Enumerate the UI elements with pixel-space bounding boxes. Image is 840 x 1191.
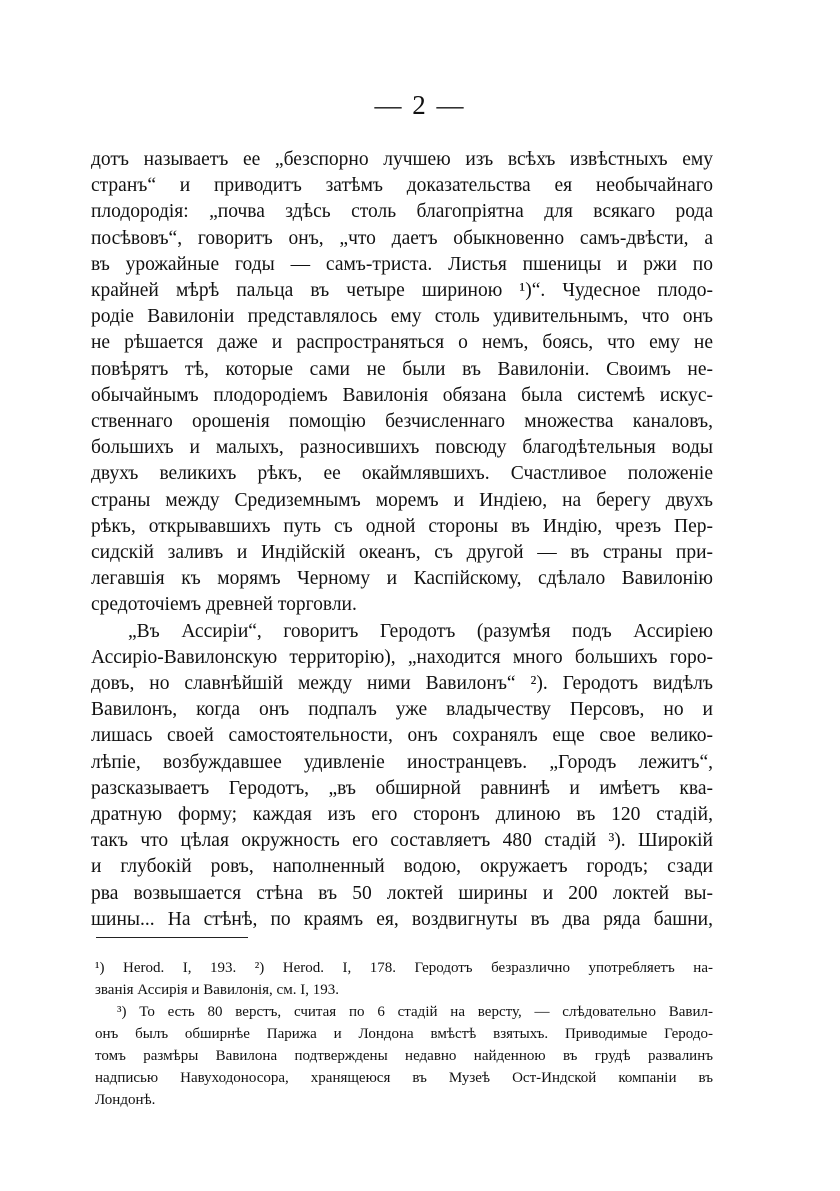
body-line: шины... На стѣнѣ, по краямъ ея, воздвигнуты въ два ряда башни, [91,908,713,930]
footnote-line: томъ размѣры Вавилона подтверждены недавно найденною въ грудѣ развалинъ [95,1048,713,1064]
body-line: обычайнымъ плодородіемъ Вавилонія обязана была системѣ искус- [91,384,713,406]
body-line: дотъ называетъ ее „безспорно лучшею изъ всѣхъ извѣстныхъ ему [91,149,713,170]
body-line: рѣкъ, открывавшихъ путь съ одной стороны въ Индію, чрезъ Пер- [91,515,713,537]
body-line: ственнаго орошенія помощію безчисленнаго множества каналовъ, [91,411,713,432]
footnote-line: ³) То есть 80 верстъ, считая по 6 стадій на версту, — слѣдовательно Вавил- [117,1004,713,1020]
body-line: дратную форму; каждая изъ его сторонъ длиною въ 120 стадій, [91,804,713,825]
body-line: страны между Средиземнымъ моремъ и Индіею, на берегу двухъ [91,489,713,511]
body-line: двухъ великихъ рѣкъ, ее окаймлявшихъ. Счастливое положеніе [91,463,713,485]
body-line: повѣрятъ тѣ, которые сами не были въ Вавилоніи. Своимъ не- [91,358,713,380]
body-line: крайней мѣрѣ пальца въ четыре шириною ¹)“. Чудесное плодо- [91,280,713,301]
body-line: посѣвовъ“, говоритъ онъ, „что даетъ обыкновенно самъ-двѣсти, а [91,227,713,249]
body-line: легавшія къ морямъ Черному и Каспійскому, сдѣлало Вавилонію [91,568,713,590]
page-number: — 2 — [374,90,466,120]
body-line: довъ, но славнѣйшій между ними Вавилонъ“ ²). Геродотъ видѣлъ [91,673,713,694]
footnote-line: Лондонѣ. [95,1092,156,1108]
body-line: странъ“ и приводитъ затѣмъ доказательства ея необычайнаго [91,175,713,197]
body-line: сидскій заливъ и Индійскій океанъ, съ другой — въ страны при- [91,542,713,563]
body-line: не рѣшается даже и распространяться о немъ, боясь, что ему не [91,332,713,354]
footnote-divider [96,937,248,938]
body-line: лишась своей самостоятельности, онъ сохранялъ еще свое велико- [91,725,713,747]
footnote-line: надписью Навуходоносора, хранящеюся въ Музеѣ Ост-Индской компаніи въ [95,1070,713,1086]
body-line: средоточіемъ древней торговли. [91,594,357,616]
body-line: рва возвышается стѣна въ 50 локтей ширины и 200 локтей вы- [91,882,713,904]
body-line: Вавилонъ, когда онъ подпалъ уже владычеству Персовъ, но и [91,699,713,721]
body-line: „Въ Ассиріи“, говоритъ Геродотъ (разумѣя подъ Ассиріею [128,620,713,642]
body-line: въ урожайные годы — самъ-триста. Листья пшеницы и ржи по [91,253,713,275]
body-line: большихъ и малыхъ, разносившихъ повсюду благодѣтельныя воды [91,437,713,459]
footnote-line: званія Ассирія и Вавилонія, см. I, 193. [95,982,339,998]
footnote-line: ¹) Herod. I, 193. ²) Herod. I, 178. Геродотъ безразлично употребляетъ на- [95,960,713,976]
body-line: Ассиріо-Вавилонскую территорію), „находится много большихъ горо- [91,646,713,668]
body-line: разсказываетъ Геродотъ, „въ обширной равнинѣ и имѣетъ ква- [91,777,713,799]
body-line: такъ что цѣлая окружность его составляетъ 480 стадій ³). Широкій [91,830,713,852]
body-line: лѣпіе, возбуждавшее удивленіе иностранцевъ. „Городъ лежитъ“, [91,751,713,773]
body-line: и глубокій ровъ, наполненный водою, окружаетъ городъ; сзади [91,856,713,878]
body-line: плодородія: „почва здѣсь столь благопріятна для всякаго рода [91,201,713,223]
footnote-line: онъ былъ обширнѣе Парижа и Лондона вмѣстѣ взятыхъ. Приводимые Геродо- [95,1026,713,1042]
body-line: родіе Вавилоніи представлялось ему столь удивительнымъ, что онъ [91,306,713,328]
